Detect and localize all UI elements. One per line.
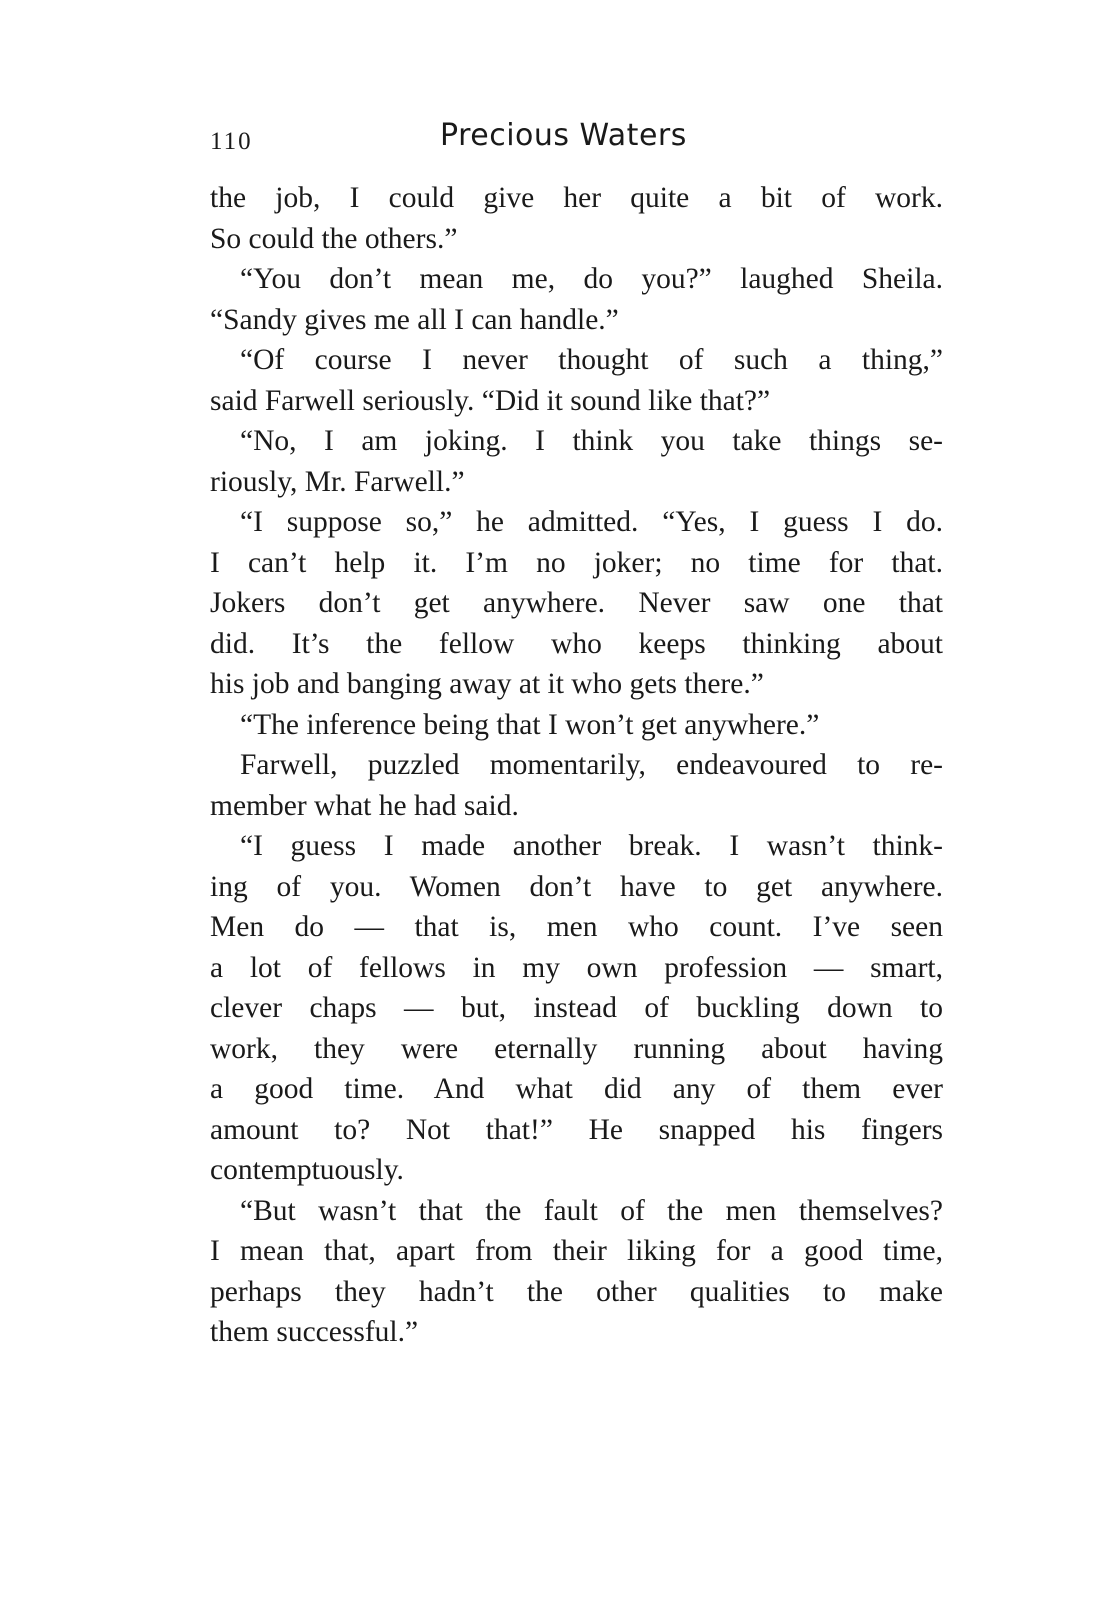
- text-line: did. It’s the fellow who keeps thinking about: [210, 627, 943, 660]
- text-line: Men do — that is, men who count. I’ve seen: [210, 911, 943, 943]
- body-text: [210, 178, 943, 1353]
- text-line: riously, Mr. Farwell.”: [210, 465, 465, 498]
- text-line: contemptuously.: [210, 1154, 404, 1186]
- text-line: the job, I could give her quite a bit of work.: [210, 182, 943, 214]
- text-line: “You don’t mean me, do you?” laughed Sheila.: [240, 263, 943, 295]
- text-line: amount to? Not that!” He snapped his fingers: [210, 1113, 943, 1146]
- text-line: I mean that, apart from their liking for a good time,: [210, 1235, 943, 1267]
- text-line: them successful.”: [210, 1316, 419, 1348]
- text-line: I can’t help it. I’m no joker; no time for that.: [210, 546, 943, 579]
- text-line: “Of course I never thought of such a thing,”: [240, 344, 943, 376]
- text-line: ing of you. Women don’t have to get anywhere.: [210, 870, 943, 903]
- text-line: a lot of fellows in my own profession — smart,: [210, 951, 943, 984]
- text-line: work, they were eternally running about having: [210, 1032, 943, 1065]
- text-line: So could the others.”: [210, 222, 458, 255]
- text-line: clever chaps — but, instead of buckling down to: [210, 992, 943, 1024]
- text-line: member what he had said.: [210, 789, 519, 822]
- running-title: Precious Waters: [440, 118, 687, 153]
- text-line: “But wasn’t that the fault of the men themselves?: [240, 1194, 943, 1227]
- text-line: “Sandy gives me all I can handle.”: [210, 303, 619, 336]
- text-line: “The inference being that I won’t get anywhere.”: [240, 708, 820, 741]
- text-line: his job and banging away at it who gets there.”: [210, 668, 764, 700]
- text-line: said Farwell seriously. “Did it sound like that?”: [210, 384, 771, 417]
- text-line: “No, I am joking. I think you take things se-: [240, 425, 943, 457]
- text-line: perhaps they hadn’t the other qualities to make: [210, 1275, 943, 1308]
- text-line: Farwell, puzzled momentarily, endeavoured to re-: [240, 749, 943, 781]
- page-number: 110: [210, 128, 253, 155]
- text-line: Jokers don’t get anywhere. Never saw one that: [210, 587, 943, 619]
- text-line: “I suppose so,” he admitted. “Yes, I guess I do.: [240, 506, 943, 538]
- text-line: a good time. And what did any of them ever: [210, 1073, 943, 1105]
- text-line: “I guess I made another break. I wasn’t think-: [240, 830, 943, 862]
- running-header: [210, 118, 945, 162]
